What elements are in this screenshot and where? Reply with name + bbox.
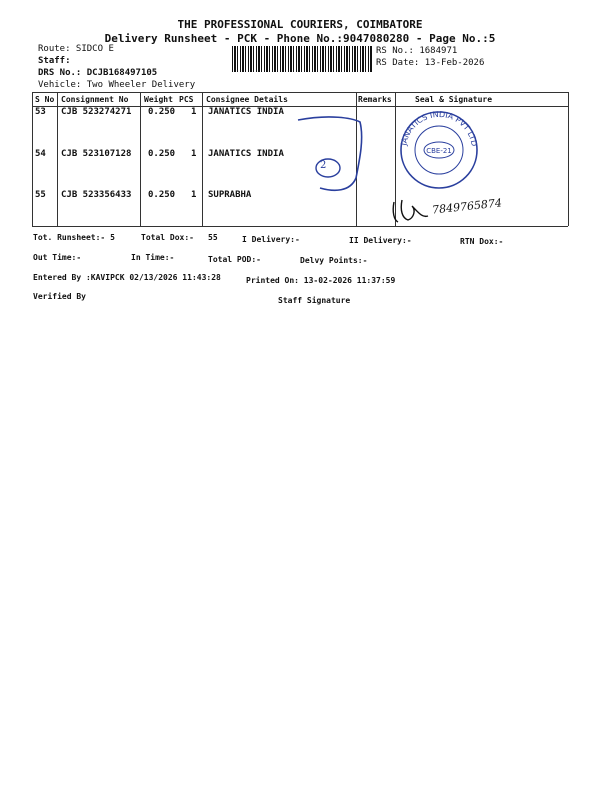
drs-number: DRS No.: DCJB168497105 [38, 68, 158, 78]
row-consignment: CJB 523274271 [61, 107, 132, 117]
row-weight: 0.250 [148, 107, 176, 117]
printed-on: Printed On: 13-02-2026 11:37:59 [246, 276, 396, 285]
handwritten-mark: 2 [320, 160, 327, 171]
col-weight: Weight [144, 95, 173, 104]
row-pcs: 1 [191, 149, 197, 159]
seal-center-text: CBE-21 [426, 147, 452, 155]
handwritten-bracket [290, 108, 380, 198]
entered-by: Entered By :KAVIPCK 02/13/2026 11:43:28 [33, 273, 221, 282]
rs-number: RS No.: 1684971 [376, 46, 458, 56]
delvy-points: Delvy Points:- [300, 256, 368, 265]
row-consignment: CJB 523107128 [61, 149, 132, 159]
runsheet-title: Delivery Runsheet - PCK - Phone No.:9047080280 - Page No.:5 [104, 32, 496, 45]
company-seal-stamp [396, 110, 482, 190]
company-name: THE PROFESSIONAL COURIERS, COIMBATORE [177, 18, 423, 31]
verified-by: Verified By [33, 292, 86, 301]
row-weight: 0.250 [148, 190, 176, 200]
out-time: Out Time:- [33, 253, 82, 262]
total-dox-label: Total Dox:- [141, 233, 194, 242]
col-remarks: Remarks [358, 95, 392, 104]
handwritten-phone: 7849765874 [431, 196, 503, 217]
row-sno: 53 [35, 107, 46, 117]
row-sno: 55 [35, 190, 46, 200]
col-consignment: Consignment No [61, 95, 129, 104]
in-time: In Time:- [131, 253, 175, 262]
row-consignee: JANATICS INDIA [208, 149, 284, 159]
barcode [232, 46, 372, 72]
rtn-dox: RTN Dox:- [460, 237, 504, 246]
ii-delivery: II Delivery:- [349, 236, 412, 245]
staff-label: Staff: [38, 56, 71, 66]
col-consignee: Consignee Details [206, 95, 288, 104]
route-label: Route: SIDCO E [38, 44, 114, 54]
seal-ring-text: JANATICS INDIA PVT LTD [399, 110, 479, 148]
vehicle-label: Vehicle: Two Wheeler Delivery [38, 80, 196, 90]
row-sno: 54 [35, 149, 46, 159]
i-delivery: I Delivery:- [242, 235, 300, 244]
total-pod: Total POD:- [208, 255, 261, 264]
row-pcs: 1 [191, 107, 197, 117]
col-seal: Seal & Signature [415, 95, 493, 104]
row-pcs: 1 [191, 190, 197, 200]
row-consignee: SUPRABHA [208, 190, 252, 200]
col-sno: S No [35, 95, 55, 104]
rs-date: RS Date: 13-Feb-2026 [376, 58, 485, 68]
row-weight: 0.250 [148, 149, 176, 159]
tot-runsheet: Tot. Runsheet:- 5 [33, 233, 115, 242]
total-dox-value: 55 [208, 233, 218, 242]
staff-signature: Staff Signature [278, 296, 351, 305]
handwritten-signature [388, 196, 438, 228]
row-consignee: JANATICS INDIA [208, 107, 284, 117]
col-pcs: PCS [179, 95, 194, 104]
row-consignment: CJB 523356433 [61, 190, 132, 200]
